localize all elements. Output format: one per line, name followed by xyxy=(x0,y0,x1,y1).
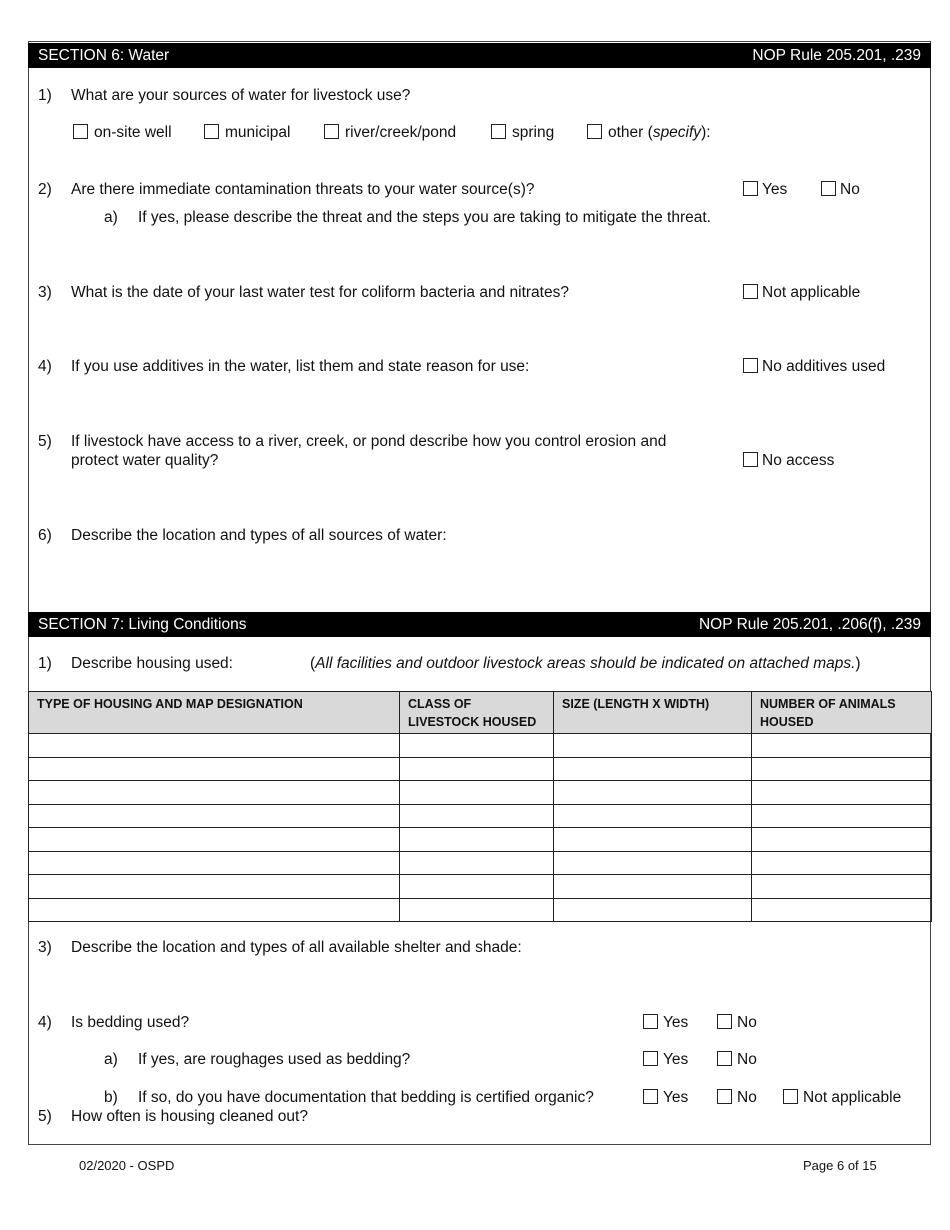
roughages-yes[interactable]: Yes xyxy=(643,1051,688,1069)
table-row xyxy=(29,875,932,899)
checkbox-icon[interactable] xyxy=(783,1089,798,1104)
s7-q1-text: Describe housing used: xyxy=(71,655,233,672)
certified-bedding-yes[interactable]: Yes xyxy=(643,1089,688,1107)
col-header-type: TYPE OF HOUSING AND MAP DESIGNATION xyxy=(29,692,400,734)
table-row xyxy=(29,851,932,875)
table-cell[interactable] xyxy=(29,804,400,828)
water-source-option-river[interactable]: river/creek/pond xyxy=(324,124,456,142)
s7-q5-number: 5) xyxy=(38,1108,52,1125)
no-additives-used[interactable]: No additives used xyxy=(743,358,885,376)
s6-q1-number: 1) xyxy=(38,87,52,104)
checkbox-icon[interactable] xyxy=(643,1089,658,1104)
checkbox-icon[interactable] xyxy=(743,284,758,299)
table-cell[interactable] xyxy=(752,757,932,781)
s7-q5-text: How often is housing cleaned out? xyxy=(71,1108,308,1125)
footer-page-number: Page 6 of 15 xyxy=(803,1158,877,1173)
checkbox-icon[interactable] xyxy=(324,124,339,139)
table-row xyxy=(29,734,932,758)
table-cell[interactable] xyxy=(752,804,932,828)
s7-q4b-label: b) xyxy=(104,1089,118,1106)
roughages-no[interactable]: No xyxy=(717,1051,757,1069)
table-cell[interactable] xyxy=(554,804,752,828)
table-cell[interactable] xyxy=(29,757,400,781)
s6-q5-line1: If livestock have access to a river, creek, or pond describe how you control erosion and xyxy=(71,433,667,450)
s6-q3-text: What is the date of your last water test for coliform bacteria and nitrates? xyxy=(71,284,569,301)
table-cell[interactable] xyxy=(752,898,932,922)
table-row xyxy=(29,781,932,805)
table-header-row xyxy=(29,692,932,734)
checkbox-icon[interactable] xyxy=(643,1051,658,1066)
table-cell[interactable] xyxy=(554,875,752,899)
table-cell[interactable] xyxy=(554,898,752,922)
table-cell[interactable] xyxy=(554,781,752,805)
col-header-class: CLASS OF LIVESTOCK HOUSED xyxy=(400,692,554,734)
section-7-title: SECTION 7: Living Conditions xyxy=(38,616,247,633)
table-cell[interactable] xyxy=(400,851,554,875)
table-cell[interactable] xyxy=(554,851,752,875)
section-6-header xyxy=(28,43,931,68)
s6-q6-number: 6) xyxy=(38,527,52,544)
col-header-size: SIZE (LENGTH X WIDTH) xyxy=(554,692,752,734)
checkbox-icon[interactable] xyxy=(821,181,836,196)
checkbox-icon[interactable] xyxy=(73,124,88,139)
certified-bedding-no[interactable]: No xyxy=(717,1089,757,1107)
s7-q3-number: 3) xyxy=(38,939,52,956)
water-test-not-applicable[interactable]: Not applicable xyxy=(743,284,860,302)
table-cell[interactable] xyxy=(29,734,400,758)
table-cell[interactable] xyxy=(554,757,752,781)
water-source-option-well[interactable]: on-site well xyxy=(73,124,172,142)
footer-revision: 02/2020 - OSPD xyxy=(79,1158,175,1173)
table-cell[interactable] xyxy=(554,734,752,758)
s6-q3-number: 3) xyxy=(38,284,52,301)
table-cell[interactable] xyxy=(752,734,932,758)
checkbox-icon[interactable] xyxy=(717,1089,732,1104)
s6-q2-number: 2) xyxy=(38,181,52,198)
table-cell[interactable] xyxy=(400,734,554,758)
water-source-option-municipal[interactable]: municipal xyxy=(204,124,290,142)
s6-q4-text: If you use additives in the water, list them and state reason for use: xyxy=(71,358,530,375)
col-header-number: NUMBER OF ANIMALS HOUSED xyxy=(752,692,932,734)
s6-q4-number: 4) xyxy=(38,358,52,375)
bedding-yes[interactable]: Yes xyxy=(643,1014,688,1032)
s7-q4a-label: a) xyxy=(104,1051,118,1068)
bedding-no[interactable]: No xyxy=(717,1014,757,1032)
table-cell[interactable] xyxy=(29,781,400,805)
section-7-rule: NOP Rule 205.201, .206(f), .239 xyxy=(698,616,921,633)
table-cell[interactable] xyxy=(29,828,400,852)
no-access[interactable]: No access xyxy=(743,452,834,470)
s7-q3-text: Describe the location and types of all available shelter and shade: xyxy=(71,939,522,956)
table-cell[interactable] xyxy=(752,828,932,852)
s7-q4-number: 4) xyxy=(38,1014,52,1031)
table-cell[interactable] xyxy=(752,781,932,805)
checkbox-icon[interactable] xyxy=(743,452,758,467)
section-6-rule: NOP Rule 205.201, .239 xyxy=(752,47,921,64)
checkbox-icon[interactable] xyxy=(204,124,219,139)
water-source-option-spring[interactable]: spring xyxy=(491,124,554,142)
s6-q2-text: Are there immediate contamination threats to your water source(s)? xyxy=(71,181,535,198)
certified-bedding-not-applicable[interactable]: Not applicable xyxy=(783,1089,901,1107)
s6-q2a-text: If yes, please describe the threat and the steps you are taking to mitigate the threat. xyxy=(138,209,711,226)
checkbox-icon[interactable] xyxy=(587,124,602,139)
contamination-yes[interactable]: Yes xyxy=(743,181,787,199)
table-cell[interactable] xyxy=(752,875,932,899)
housing-table-body xyxy=(29,734,932,922)
table-row xyxy=(29,828,932,852)
checkbox-icon[interactable] xyxy=(743,358,758,373)
table-cell[interactable] xyxy=(554,828,752,852)
table-row xyxy=(29,757,932,781)
s6-q6-text: Describe the location and types of all sources of water: xyxy=(71,527,447,544)
s7-q1-note: (All facilities and outdoor livestock areas should be indicated on attached maps.) xyxy=(310,655,861,672)
s7-q4a-text: If yes, are roughages used as bedding? xyxy=(138,1051,411,1068)
section-6-title: SECTION 6: Water xyxy=(38,47,170,64)
table-row xyxy=(29,898,932,922)
checkbox-icon[interactable] xyxy=(743,181,758,196)
s7-q1-number: 1) xyxy=(38,655,52,672)
table-cell[interactable] xyxy=(752,851,932,875)
checkbox-icon[interactable] xyxy=(717,1014,732,1029)
s7-q4b-text: If so, do you have documentation that bedding is certified organic? xyxy=(138,1089,594,1106)
table-cell[interactable] xyxy=(400,898,554,922)
form-frame xyxy=(28,41,931,1145)
s6-q5-number: 5) xyxy=(38,433,52,450)
checkbox-icon[interactable] xyxy=(643,1014,658,1029)
water-source-option-other[interactable]: other (specify): xyxy=(587,124,711,142)
checkbox-icon[interactable] xyxy=(717,1051,732,1066)
table-row xyxy=(29,804,932,828)
contamination-no[interactable]: No xyxy=(821,181,860,199)
checkbox-icon[interactable] xyxy=(491,124,506,139)
table-cell[interactable] xyxy=(29,875,400,899)
table-cell[interactable] xyxy=(400,804,554,828)
s6-q5-line2: protect water quality? xyxy=(71,452,219,469)
table-cell[interactable] xyxy=(400,757,554,781)
table-cell[interactable] xyxy=(29,851,400,875)
s6-q1-text: What are your sources of water for livestock use? xyxy=(71,87,411,104)
s6-q2a-label: a) xyxy=(104,209,118,226)
table-cell[interactable] xyxy=(400,781,554,805)
table-cell[interactable] xyxy=(400,828,554,852)
section-7-header xyxy=(28,612,931,637)
s7-q4-text: Is bedding used? xyxy=(71,1014,190,1031)
table-cell[interactable] xyxy=(29,898,400,922)
table-cell[interactable] xyxy=(400,875,554,899)
housing-table xyxy=(28,691,932,922)
